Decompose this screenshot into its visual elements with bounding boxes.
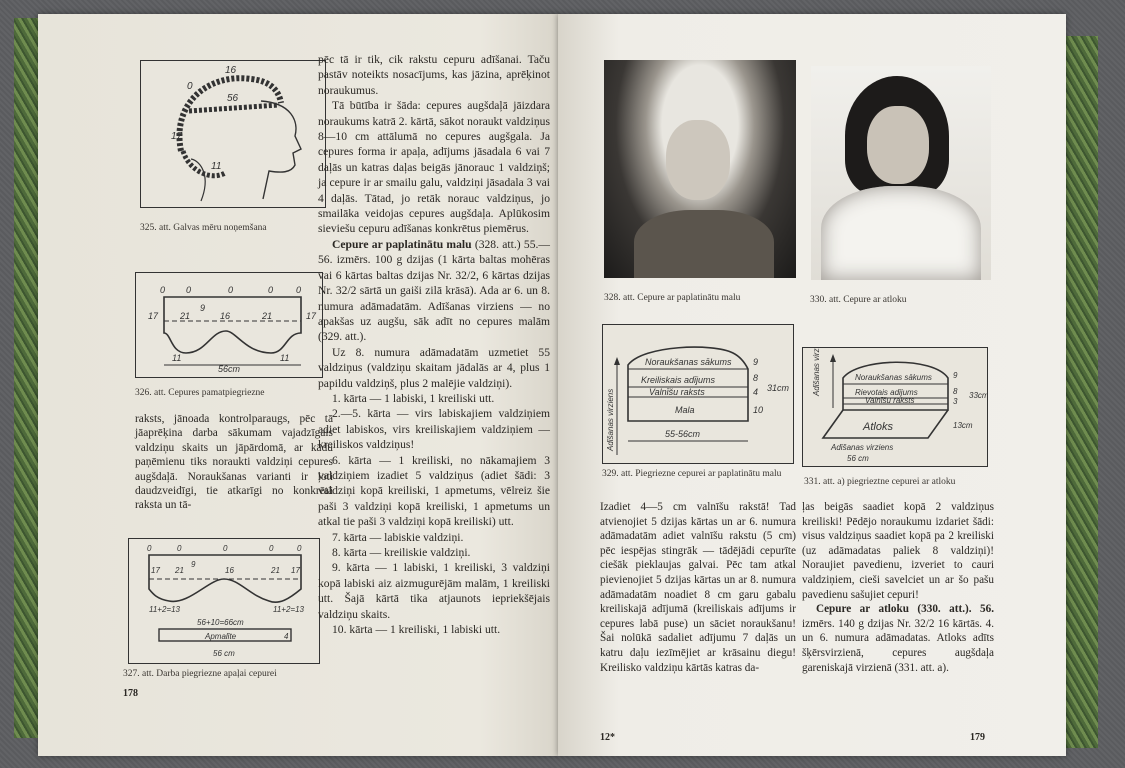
paragraph [318, 622, 550, 637]
caption-326: 326. att. Cepures pamatpiegriezne [135, 388, 265, 398]
label: 0 [223, 544, 228, 553]
label: 9 [191, 560, 196, 569]
label: 11+2=13 [273, 605, 304, 614]
fur-collar-shape [821, 186, 981, 280]
paragraph-text: Tā būtība ir šāda: cepures augšdaļā jāizdara noraukums katrā 2. kārtā, sākot noraukt valdziņus 8—10 cm attālumā no cepures augšgala. Ja cepures forma ir apaļa, adījums jāsadala 6 vai 7 daļās un katras daļas beigās jānorauc 1 valdziņš; ja cepure ir ar smailu galu, valdziņi jāsadala 3 vai 4 daļās. Tātad, jo retāk norauc valdziņus, jo smailāka veidojas cepures augšdaļa. Aplūkosim sieviešu cepuru adīšanas konkrētus piemērus. [318, 99, 550, 236]
paragraph-text: 1. kārta — 1 labiski, 1 kreiliski utt. [332, 391, 495, 405]
left-page [38, 14, 558, 756]
photo-330-hat-with-cuff [811, 66, 991, 280]
paragraph-text: (328. att.) 55.—56. izmērs. 100 g dzijas (1 kārta baltas mohēras vai 6 kārtas baltas dzijas Nr. 32/2, 6 kārtas dzijas Nr. 32/2 sārtā un gaiši zilā krāsā). Ada ar 6. un 8. numura adāmadatām. Adīšanas virziens — no apakšas uz augšu, sāk adīt no cepures malām (329. att.). [318, 237, 550, 344]
photo-328-hat-wide-brim [604, 60, 796, 278]
label: Kreiliskais adījums [641, 375, 716, 385]
caption-328: 328. att. Cepure ar paplatinātu malu [604, 293, 741, 303]
label: 17 [306, 311, 317, 321]
label: 0 [228, 285, 234, 295]
caption-330: 330. att. Cepure ar atloku [810, 295, 907, 305]
paragraph-text: raksts, jānoada kontrolparaugs, pēc tā jāaprēķina darba sākumam vajadzīgais valdziņu skaits un jāpārdomā, ar kādu paņēmienu tiks noraukti valdziņi cepures augšdaļā. Noraukšanas varianti ir ļoti daudzveidīgi, tie atkarīgi no konkrētā raksta un tā- [135, 413, 333, 512]
label: 16 [220, 311, 231, 321]
label: 17 [171, 131, 183, 142]
label: 0 [177, 544, 182, 553]
page-number-left: 178 [123, 688, 138, 699]
caption-329: 329. att. Piegriezne cepurei ar paplatinātu malu [602, 469, 782, 479]
label: 16 [225, 65, 237, 76]
label: 0 [269, 544, 274, 553]
label: 13cm [953, 421, 973, 430]
text-column-1: Izadiet 4—5 cm valnīšu rakstā! Tad atvienojiet 5 dzijas kārtas un ar 6. numura adāmadatām adiet valnīšu rakstu (5 cm) pēc iespējas stingrāk — tādējādi cepurīte ciešāk pieklaujas galvai. Pēc tam atkal pievienojiet 5 dzijas kārtas un ar 8. numura adāmadatām noadiet 8 cm garu gabalu kreiliskajā adījumā (kreiliskais adījums ir cepures labā puse) un sāciet noraukšanu! Šai nolūkā sadaliet adījumu 7 daļās un katru daļu iezīmējiet ar krāsainu diegu! Kreilisko valdziņu kārtās katras da- [600, 501, 796, 674]
label: 0 [147, 544, 152, 553]
paragraph-text: 10. kārta — 1 kreiliski, 1 labiski utt. [332, 623, 501, 637]
label: 9 [753, 357, 759, 367]
label: 0 [297, 544, 302, 553]
paragraph-text: 7. kārta — labiskie valdziņi. [332, 530, 464, 544]
label: 3 [953, 397, 958, 406]
face-shape [666, 120, 730, 200]
paragraph-text: izmērs. 140 g dzijas Nr. 32/2 16 kārtās. 4. un 6. numura adāmadatas. Atloks adīts šķērsvirzienā, cepures augšdaļa gareniskajā virzienā (331. att. a). [802, 617, 994, 674]
label: 0 [186, 285, 192, 295]
caption-325: 325. att. Galvas mēru noņemšana [140, 223, 267, 233]
paragraph-text: 2.—5. kārta — virs labiskajiem valdziņiem adiet labiskos, virs kreiliskajiem valdziņiem — kreiliskos valdziņus! [318, 407, 550, 452]
label: Adīšanas virziens [606, 388, 615, 451]
label: Mala [675, 405, 695, 415]
heading-inline: Cepure ar paplatinātu malu [332, 237, 472, 251]
paragraph [318, 345, 550, 391]
label: 11 [280, 353, 290, 363]
label: Noraukšanas sākums [645, 357, 732, 367]
label: 4 [284, 632, 289, 641]
label: 21 [271, 566, 280, 575]
paragraph [318, 391, 550, 406]
label: 9 [200, 303, 206, 313]
label: 56 cm [213, 649, 235, 658]
coat-shape [634, 210, 774, 278]
label: Noraukšanas sākums [855, 373, 932, 382]
paragraph [318, 453, 550, 530]
label: 11 [211, 161, 222, 172]
figure-326-basic-pattern [135, 272, 323, 378]
heading-inline: Cepure ar atloku (330. att.). 56. [816, 603, 994, 616]
text-column-right [318, 52, 550, 637]
label: 0 [187, 81, 193, 92]
right-page [558, 14, 1066, 756]
figure-325-head-measure [140, 60, 326, 208]
label: Valnīšu raksts [865, 396, 915, 405]
paragraph-text: 8. kārta — kreiliskie valdziņi. [332, 546, 471, 559]
label: 8 [753, 373, 759, 383]
label: 10 [753, 405, 764, 415]
paragraph [318, 98, 550, 237]
label: 11 [172, 353, 182, 363]
signature-mark: 12* [600, 732, 615, 743]
label: 17 [148, 311, 159, 321]
label: 21 [262, 311, 273, 321]
label: 11+2=13 [149, 605, 180, 614]
label: Rievotais adījums [855, 388, 918, 397]
label: 8 [953, 387, 958, 396]
label: Adīšanas virziens [812, 348, 821, 396]
caption-331: 331. att. a) piegrieztne cepurei ar atloku [804, 477, 956, 487]
figure-331-pattern [802, 347, 988, 467]
label: Atloks [863, 421, 893, 433]
paragraph-text: 6. kārta — 1 kreiliski, no nākamajiem 3 valdziņiem izadiet 5 valdziņus (adiet šādi: 3 valdziņi kopā kreiliski, 1 apmetums, vēlreiz šie paši 3 valdziņi kopā kreiliski, 1 apmetums un atkal tie paši 3 valdziņi kopā kreiliski) utt. [318, 453, 550, 529]
label: 0 [160, 285, 166, 295]
label: 17 [151, 566, 160, 575]
label: 9 [953, 371, 958, 380]
label: 17 [291, 566, 300, 575]
label: 4 [753, 387, 759, 397]
paragraph-text: Uz 8. numura adāmadatām uzmetiet 55 valdziņus (valdziņu skaitam jādalās ar 4, plus 1 papildu valdziņš, plus 2 malējie valdziņi). [318, 345, 550, 390]
label: Apmalīte [205, 632, 237, 641]
paragraph [318, 406, 550, 452]
label: 21 [175, 566, 184, 575]
paragraph [802, 602, 994, 675]
label: 56cm [218, 364, 241, 374]
label: 56+10=66cm [197, 618, 244, 627]
label: 55-56cm [665, 429, 701, 439]
figure-327-round-hat-pattern [128, 538, 320, 664]
paragraph [318, 545, 550, 560]
label: 21 [180, 311, 191, 321]
label: 33cm [969, 391, 987, 400]
page-number-right: 179 [970, 732, 985, 743]
paragraph-text: pēc tā ir tik, cik rakstu cepuru adīšanai. Taču pastāv noteikts nosacījums, kas jāzina, aprēķinot noraukumus. [318, 53, 550, 97]
label: 56 [227, 93, 239, 104]
label: Valnīšu raksts [649, 387, 705, 397]
caption-327: 327. att. Darba piegriezne apaļai cepurei [123, 669, 277, 679]
paragraph [318, 237, 550, 345]
text-column-2 [802, 500, 994, 675]
paragraph-text: 9. kārta — 1 labiski, 1 kreiliski, 3 valdziņi kopā labiski aiz aizmugurējām malām, 1 kreiliski utt. Šajā kārtā tika atjaunots iepriekšējais valdziņu skaits. [318, 561, 550, 621]
label: 56 cm [847, 454, 869, 463]
label: 0 [296, 285, 302, 295]
label: 16 [225, 566, 234, 575]
label: Adīšanas virziens [831, 443, 894, 452]
paragraph [318, 530, 550, 545]
paragraph [318, 560, 550, 622]
label: 31cm [767, 383, 790, 393]
paragraph: ļas beigās saadiet kopā 2 valdziņus kreiliski! Pēdējo noraukumu izdariet šādi: visus valdziņus saadiet kopā pa 2 kreiliski (uz adāmadatas paliek 8 valdziņi)! Noraujiet pavedienu, izveriet to cauri valdziņiem, cieši savelciet un ar šo pašu pavedienu sašujiet cepuri! [802, 501, 994, 601]
label: 0 [268, 285, 274, 295]
figure-329-pattern [602, 324, 794, 464]
paragraph [318, 52, 550, 98]
face-shape [867, 106, 929, 184]
